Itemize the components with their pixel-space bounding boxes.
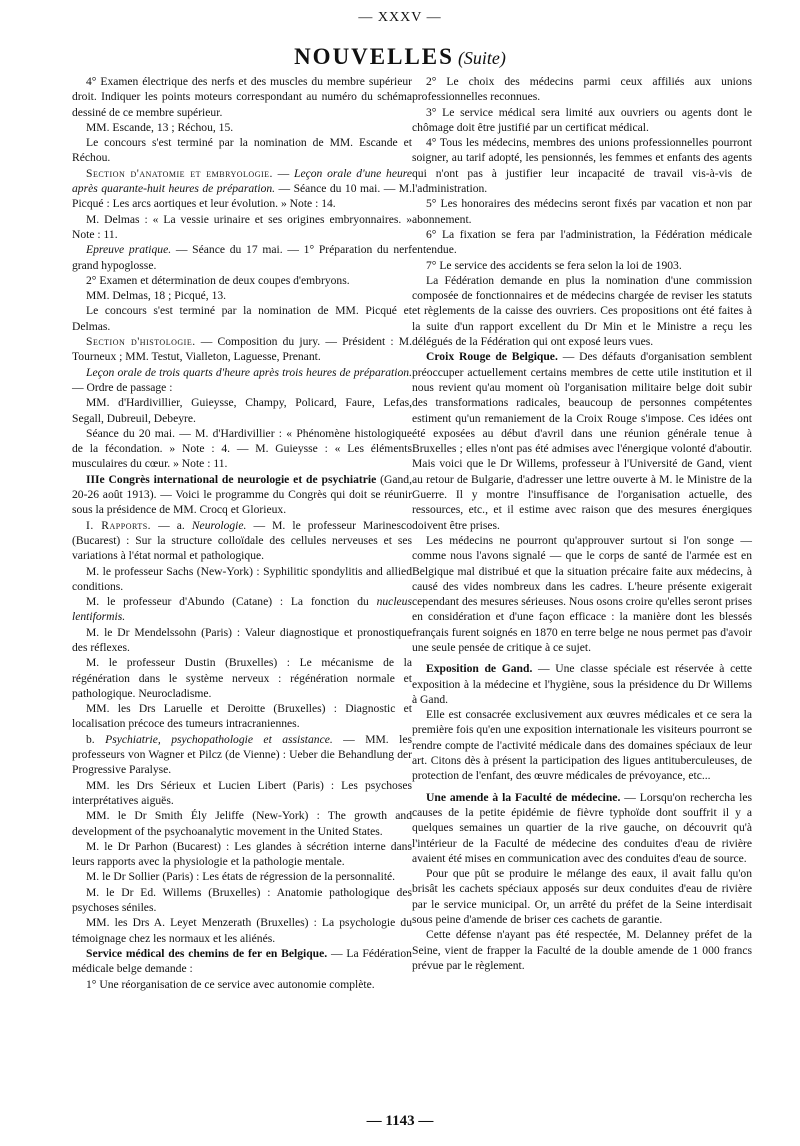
- text: — MM. les professeurs von Wagner et Pilcz (de Vienne) : Ueber die Behandlung der Progressive Paralyse.: [72, 732, 412, 777]
- paragraph: M. le Dr Mendelssohn (Paris) : Valeur diagnostique et pronostique des réflexes.: [72, 625, 412, 654]
- paragraph: 4° Examen électrique des nerfs et des muscles du membre supérieur droit. Indiquer les points moteurs correspondant au numéro du schéma dessiné de ce membre supérieur.: [72, 75, 412, 119]
- paragraph: [412, 790, 752, 866]
- section-heading: Croix Rouge de Belgique.: [426, 350, 558, 364]
- paragraph: 7° Le service des accidents se fera selon la loi de 1903.: [426, 258, 682, 272]
- right-column: [412, 74, 752, 973]
- paragraph: Les médecins ne pourront qu'approuver surtout si l'on songe — comme nous l'avons signalé — que le corps de santé de l'armée est en Belgique mal distribué et que la situation précaire faite aux médecins, à causé des vides nombreux dans les cadres. L'heure présente exigerait cependant des mesures sérieuses. Nous osons croire qu'elles seront prises en considération et d'une façon efficace : la manière dont les blessés français furent soignés en 1870 en terre belge ne nous permet pas d'avoir une seule pensée de critique à ce sujet.: [412, 533, 752, 654]
- paragraph: MM. Delmas, 18 ; Picqué, 13.: [86, 289, 227, 303]
- section-heading: Section d'histologie.: [86, 335, 196, 349]
- paragraph: [72, 334, 412, 365]
- section-heading: Exposition de Gand.: [426, 662, 533, 676]
- paragraph: 1° Une réorganisation de ce service avec autonomie complète.: [86, 977, 375, 991]
- title-suite: (Suite): [457, 48, 506, 68]
- dash: —: [272, 166, 295, 180]
- paragraph: 3° Le service médical sera limité aux ouvriers ou agents dont le chômage doit être justifié par un certificat médical.: [412, 105, 752, 134]
- section-heading: IIIe Congrès international de neurologie et de psychiatrie: [86, 472, 377, 486]
- paragraph: [72, 365, 412, 396]
- paragraph: Pour que pût se produire le mélange des eaux, il avait fallu qu'on brisât les cachets spéciaux apposés sur deux conduites d'eau de rivière par le service municipal. Or, un arrêté du préfet de la Seine interdisait sous peine d'amende de briser ces cachets de garantie.: [412, 867, 752, 927]
- italic-text: Psychiatrie, psychopathologie et assistance.: [105, 732, 333, 746]
- page-number: — 1143 —: [366, 1113, 434, 1129]
- paragraph: [72, 166, 412, 212]
- paragraph: M. le professeur Dustin (Bruxelles) : Le mécanisme de la régénération dans le système nerveux : régénération normale et pathologique. Neurocladisme.: [72, 656, 412, 700]
- paragraph: 2° Le choix des médecins parmi ceux affiliés aux unions professionnelles reconnues.: [412, 75, 752, 104]
- italic-text: Epreuve pratique.: [86, 243, 172, 257]
- text: — Des défauts d'organisation semblent préoccuper actuellement certains membres de cette utile institution et il nous revient qu'au moment où l'organisation militaire belge doit subir des transformations radicales, beaucoup de personnes compétentes estiment qu'un remaniement de la Croix Rouge s'impose. Ces idées ont été exposées au début d'avril dans une réunion générale tenue à Bruxelles ; elles n'ont pas été admises avec l'énergique volonté d'aboutir. Mais voici que le Dr Willems, professeur à l'Université de Gand, vient au retour de Bulgarie, d'adresser une lettre ouverte à M. le Ministre de la Guerre. Il y montre l'insuffisance de l'organisation actuelle, des ressources, etc., et il estime avec raison que des mesures énergiques doivent être prises.: [412, 350, 752, 532]
- paragraph: Le concours s'est terminé par la nomination de MM. Escande et Réchou.: [72, 136, 412, 165]
- paragraph: M. Delmas : « La vessie urinaire et ses origines embryonnaires. » Note : 11.: [72, 212, 412, 241]
- paragraph: Séance du 20 mai. — M. d'Hardivillier : « Phénomène histologique de la fécondation. » Note : 4. — M. Guieysse : « Les éléments musculaires du cœur. » Note : 11.: [72, 426, 412, 471]
- italic-text: Leçon orale d'une heure après quarante-huit heures de préparation.: [72, 166, 413, 196]
- text: — a.: [151, 518, 192, 532]
- paragraph: [72, 946, 412, 977]
- text: — M. le professeur Marinesco (Bucarest) : Sur la structure colloïdale des cellules nerveuses et ses variations à l'état normal et pathologique.: [72, 518, 412, 563]
- text: b.: [86, 732, 106, 746]
- paragraph: M. le Dr Ed. Willems (Bruxelles) : Anatomie pathologique des psychoses séniles.: [72, 885, 412, 915]
- section-heading: Section d'anatomie et embryologie.: [86, 166, 273, 180]
- text: — Lorsqu'on recherchа les causes de la petite épidémie de fièvre typhoïde dont souffrit il y a quelques semaines un quartier de la rive gauche, on découvrit qu'à l'intérieur de la Faculté de médecine des conduites d'eau de rivière avaient été mises en communication avec des conduites d'eau de source.: [412, 790, 752, 865]
- paragraph: M. le professeur Sachs (New-York) : Syphilitic spondylitis and allied conditions.: [72, 564, 412, 593]
- paragraph: La Fédération demande en plus la nomination d'une commission composée de fonctionnaires et de médecins chargée de reviser les statuts et règlements de la caisse des ouvriers. Ces propositions ont été faites à la suite d'un rapport excellent du Dr Min et le Ministre a reçu les délégués de la Fédération qui ont exposé leurs vues.: [412, 273, 752, 349]
- text: — Composition du jury. — Président : M. Tourneux ; MM. Testut, Vialleton, Laguesse, Prenant.: [72, 335, 412, 364]
- paragraph: [72, 732, 412, 778]
- paragraph: M. le Dr Sollier (Paris) : Les états de régression de la personnalité.: [86, 870, 396, 884]
- paragraph: MM. les Drs A. Leyet Menzerath (Bruxelles) : La psychologie du témoignage chez les normaux et les aliénés.: [72, 916, 412, 945]
- page-header: — XXXV —: [358, 10, 442, 25]
- paragraph: Cette défense n'ayant pas été respectée, M. Delanney préfet de la Seine, vient de frapper la Faculté de la double amende de 1 000 francs prévue par le règlement.: [412, 928, 752, 972]
- page-title: [0, 44, 800, 70]
- paragraph: [412, 349, 752, 533]
- text: M. le professeur d'Abundo (Catane) : La fonction du: [86, 595, 377, 609]
- text: — Séance du 17 mai. — 1° Préparation du nerf grand hypoglosse.: [72, 243, 412, 272]
- paragraph: Le concours s'est terminé par la nomination de MM. Picqué et Delmas.: [72, 304, 412, 333]
- paragraph: M. le Dr Parhon (Bucarest) : Les glandes à sécrétion interne dans leurs rapports avec la physiologie et la pathologie mentale.: [72, 839, 412, 869]
- paragraph: 2° Examen et détermination de deux coupes d'embryons.: [86, 273, 350, 287]
- paragraph: 6° La fixation se fera par l'administration, la Fédération médicale entendue.: [412, 227, 752, 257]
- paragraph: [412, 661, 752, 707]
- section-heading: I. Rapports.: [86, 518, 152, 532]
- paragraph: Elle est consacrée exclusivement aux œuvres médicales et ce sera la première fois qu'en une exposition internationale les visiteurs pourront se rendre compte de l'activité médicale dans des domaines spéciaux de leur art. Citons dès à présent la participation des ligues antituberculeuses, de protection de l'enfant, des œuvre médicales de prévoyance, etc...: [412, 708, 752, 783]
- paragraph: [72, 242, 412, 273]
- paragraph: MM. le Dr Smith Ély Jeliffe (New-York) : The growth and development of the psychoanalytic movement in the United States.: [72, 809, 412, 838]
- paragraph: MM. les Drs Sérieux et Lucien Libert (Paris) : Les psychoses interprétatives aiguës.: [72, 778, 412, 807]
- paragraph: 4° Tous les médecins, membres des unions professionnelles pourront soigner, au tarif adopté, les pensionnés, les femmes et enfants des agents qui n'ont pas à justifier leur incapacité de travail vis-à-vis de l'administration.: [412, 136, 752, 196]
- section-heading: Une amende à la Faculté de médecine.: [426, 790, 621, 804]
- section-heading: Service médical des chemins de fer en Belgique.: [86, 946, 328, 960]
- paragraph: MM. Escande, 13 ; Réchou, 15.: [86, 120, 234, 134]
- paragraph: MM. les Drs Laruelle et Deroitte (Bruxelles) : Diagnostic et localisation précoce des tumeurs intracraniennes.: [72, 702, 412, 731]
- paragraph: MM. d'Hardivillier, Guieysse, Champy, Policard, Faure, Lefas, Segall, Dubreuil, Debeyre.: [72, 396, 412, 425]
- paragraph: [72, 472, 412, 518]
- text: — Séance du 10 mai. — M. Picqué : Les arcs aortiques et leur évolution. » Note : 14.: [72, 182, 412, 211]
- italic-text: Neurologie.: [191, 518, 247, 532]
- paragraph: [72, 594, 412, 625]
- italic-text: nucleus lentiformis.: [72, 595, 412, 624]
- text: — La Fédération médicale belge demande :: [72, 946, 412, 976]
- text: — Ordre de passage :: [72, 380, 173, 394]
- paragraph: [72, 518, 412, 564]
- paragraph: 5° Les honoraires des médecins seront fixés par vacation et non par abonnement.: [412, 197, 752, 226]
- left-column: [72, 74, 412, 992]
- text: — Une classe spéciale est réservée à cette exposition à la médecine et l'hygiène, sous la présidence du Dr Willems à Gand.: [412, 662, 752, 706]
- italic-text: Leçon orale de trois quarts d'heure après trois heures de préparation.: [86, 365, 412, 379]
- title-main: NOUVELLES: [294, 44, 454, 69]
- text: (Gand, 20-26 août 1913). — Voici le programme du Congrès qui doit se réunir sous la présidence de MM. Crocq et Glorieux.: [72, 472, 412, 517]
